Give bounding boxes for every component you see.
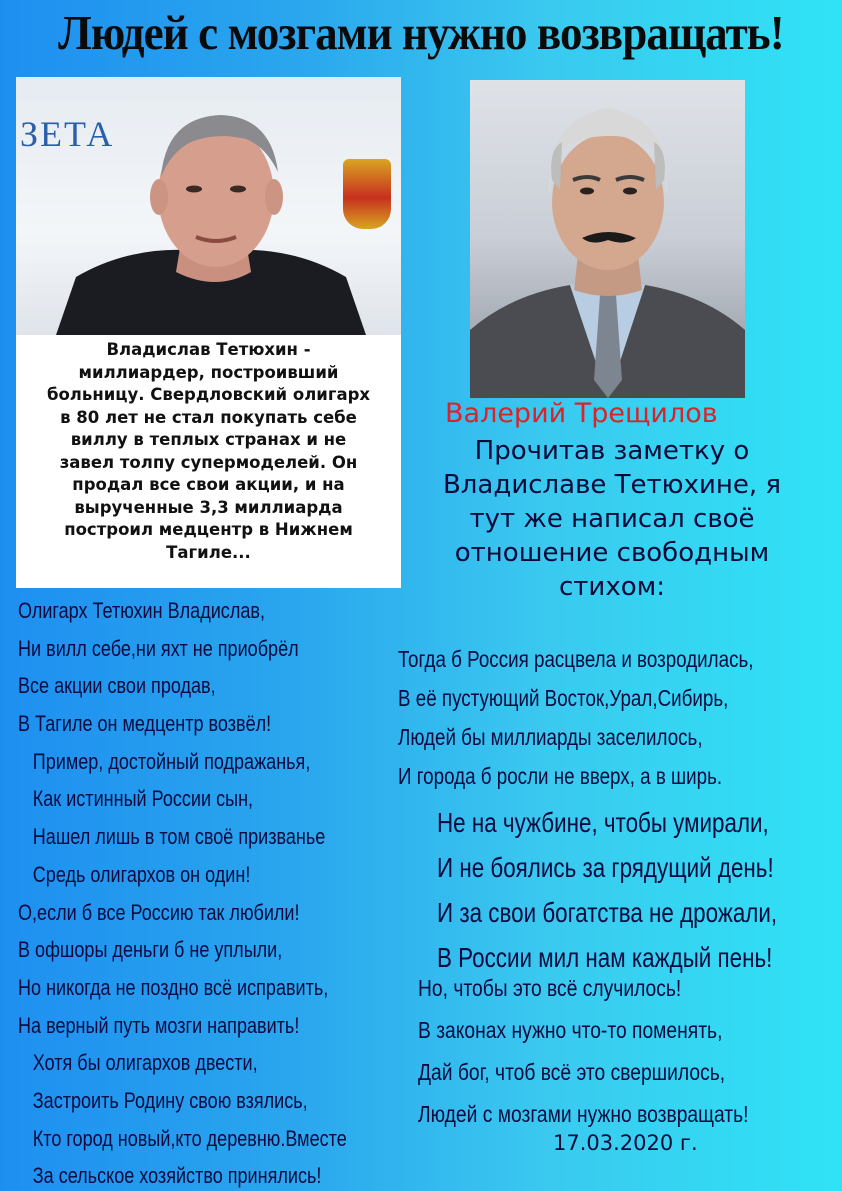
poem-right-stanza-2 xyxy=(437,800,842,980)
caption-line: вырученные 3,3 миллиарда xyxy=(74,497,343,517)
caption-line: в 80 лет не стал покупать себе xyxy=(60,407,357,427)
photo-author xyxy=(470,80,745,398)
caption-line: Владислав Тетюхин - xyxy=(106,340,311,359)
caption-line: виллу в теплых странах и не xyxy=(70,430,347,449)
poem-date: 17.03.2020 г. xyxy=(553,1131,698,1155)
poem-right-stanza-1 xyxy=(398,640,842,796)
intro-line: Владиславе Тетюхине, я xyxy=(442,470,782,500)
photo-tetyukhin xyxy=(16,77,401,335)
poem-line: Но, чтобы это всё случилось! xyxy=(418,975,682,1001)
man-portrait-right xyxy=(470,80,745,398)
poem-line: И не боялись за грядущий день! xyxy=(437,852,774,883)
poem-line: Кто город новый,кто деревню.Вместе xyxy=(32,1125,347,1151)
poem-right-stanza-3 xyxy=(418,967,821,1135)
poem-line: В России мил нам каждый пень! xyxy=(437,942,773,973)
poster-title: Людей с мозгами нужно возвращать! xyxy=(58,5,784,60)
caption-line: больницу. Свердловский олигарх xyxy=(46,385,371,404)
man-portrait-left xyxy=(16,77,401,335)
author-name: Валерий Трещилов xyxy=(445,398,718,429)
caption-line: продал все свои акции, и на xyxy=(72,475,345,494)
intro-line: стихом: xyxy=(558,572,665,602)
poem-line: Людей с мозгами нужно возвращать! xyxy=(418,1101,749,1127)
news-card xyxy=(16,77,401,588)
poem-line: За сельское хозяйство принялись! xyxy=(32,1163,322,1189)
intro-line: Прочитав заметку о xyxy=(474,436,750,466)
intro-text xyxy=(412,434,812,604)
poem-line: И за свои богатства не дрожали, xyxy=(437,897,778,928)
photo-brand-text: ЗЕТА xyxy=(20,114,115,154)
poem-line: Средь олигархов он один! xyxy=(32,861,251,887)
poem-line: Тогда б Россия расцвела и возродилась, xyxy=(398,646,754,672)
poem-line: Но никогда не поздно всё исправить, xyxy=(18,974,329,1000)
poem-line: Нашел лишь в том своё призванье xyxy=(32,824,326,850)
poem-line: Не на чужбине, чтобы умирали, xyxy=(437,807,769,838)
poem-line: Как истинный России сын, xyxy=(32,786,254,812)
poem-line: В Тагиле он медцентр возвёл! xyxy=(18,711,272,737)
poem-line: Все акции свои продав, xyxy=(18,673,216,699)
caption-line: Тагиле... xyxy=(166,542,251,562)
poem-line: Ни вилл себе,ни яхт не приобрёл xyxy=(18,635,299,661)
poem-line: Людей бы миллиарды заселилось, xyxy=(398,724,703,750)
caption-line: завел толпу супермоделей. Он xyxy=(59,452,358,472)
poem-line: Застроить Родину свою взялись, xyxy=(32,1087,308,1113)
intro-line: тут же написал своё xyxy=(469,504,755,534)
caption-line: миллиардер, построивший xyxy=(78,362,339,382)
news-caption xyxy=(16,339,401,564)
poem-line: На верный путь мозги направить! xyxy=(18,1012,300,1038)
poem-line: В её пустующий Восток,Урал,Сибирь, xyxy=(398,685,729,711)
poem-left-column xyxy=(18,592,419,1191)
poem-line: О,если б все Россию так любили! xyxy=(18,899,300,925)
poem-line: Пример, достойный подражанья, xyxy=(32,748,311,774)
poem-line: В законах нужно что-то поменять, xyxy=(418,1017,723,1043)
intro-line: отношение свободным xyxy=(454,538,770,568)
poem-line: Дай бог, чтоб всё это свершилось, xyxy=(418,1059,726,1085)
poem-line: И города б росли не вверх, а в ширь. xyxy=(398,763,723,789)
poem-line: Олигарх Тетюхин Владислав, xyxy=(18,598,265,623)
poem-line: В офшоры деньги б не уплыли, xyxy=(18,937,283,963)
caption-line: построил медцентр в Нижнем xyxy=(64,520,353,539)
poem-line: Хотя бы олигархов двести, xyxy=(32,1050,258,1076)
